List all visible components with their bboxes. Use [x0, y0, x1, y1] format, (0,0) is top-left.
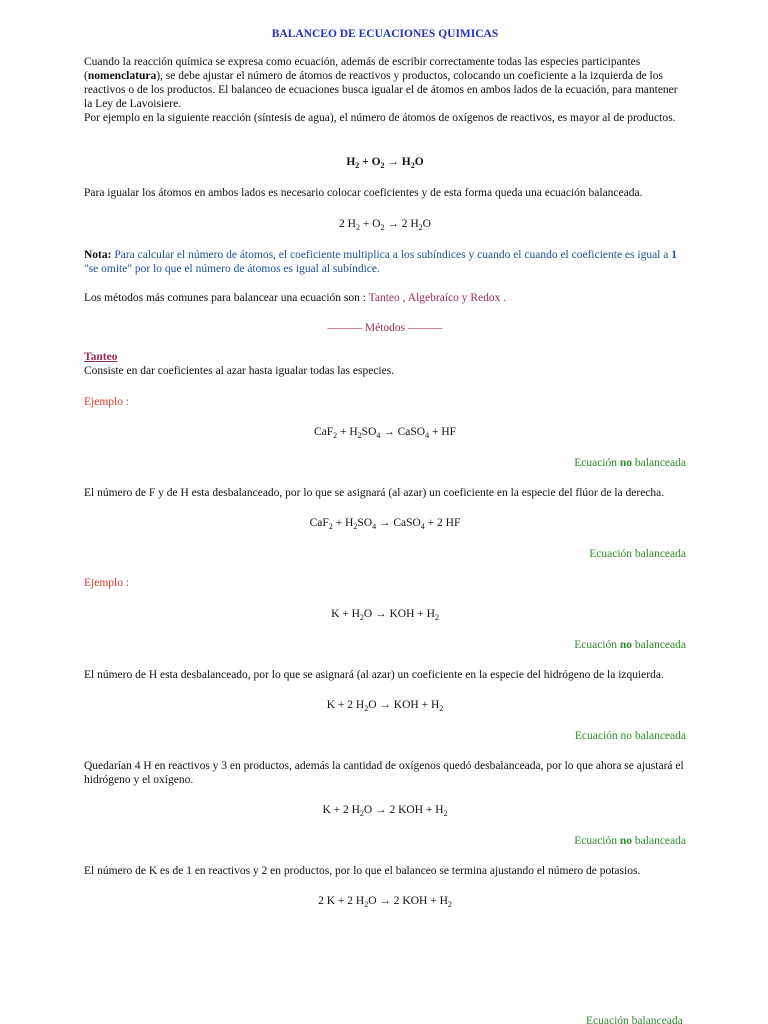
equation-caf2-unbalanced: $CaF_2 + H_2SO_4$ → CaSO$_4$ + HF	[313, 426, 457, 440]
tanteo-description: Consiste en dar coeficientes al azar hasta igualar todas las especies.	[84, 365, 395, 377]
hydrogen-explanation: El número de H esta desbalanceado, por lo que se asignará (al azar) un coeficiente en la especie del hidrógeno de la izquierda.	[84, 669, 664, 681]
link-redox[interactable]: Redox	[470, 292, 501, 304]
link-algebraico[interactable]: Algebraíco	[407, 292, 459, 304]
equation-k-balanced: 2 K + 2 $H_2O \to 2$ KOH + $H_2$	[318, 895, 452, 909]
intro-paragraph: Cuando la reacción química se expresa como ecuación, además de escribir correctamente todas las especies participantes (nomenclatura), se debe ajustar el número de átomos de reactivos y productos, colocando un coeficiente a la izquierda de los reactivos o de los productos. El balanceo de ecuaciones busca igualar el de átomos en ambos lados de la ecuación, para mantener la Ley de Lavoisiere.	[84, 56, 678, 110]
example-label-2: Ejemplo :	[84, 577, 130, 589]
status-not-balanced-1: Ecuación no balanceada	[574, 457, 686, 469]
status-not-balanced-2: Ecuación no balanceada	[574, 639, 686, 651]
status-balanced-cutoff: Ecuación balanceada	[586, 1015, 683, 1024]
nomenclatura-bold: nomenclatura	[87, 70, 157, 82]
equation-k-step2: K + 2 $H_2O$ → KOH + $H_2$	[326, 699, 444, 713]
example-label-1: Ejemplo :	[84, 396, 130, 408]
status-balanced-1: Ecuación balanceada	[589, 548, 686, 560]
fluor-explanation: El número de F y de H esta desbalanceado, por lo que se asignará (al azar) un coeficiente en la especie del flúor de la derecha.	[84, 487, 665, 499]
equation-k-step3: K + 2 $H_2O \to 2$ KOH + $H_2$	[322, 804, 448, 818]
equation-caf2-balanced: $CaF_2 + H_2SO_4$ → CaSO$_4$ + 2 HF	[309, 517, 461, 531]
equation-k-step1: $K + H_2O$ → KOH + $H_2$	[331, 608, 439, 622]
note-label: Nota:	[84, 249, 112, 261]
potassium-explanation: El número de K es de 1 en reactivos y 2 en productos, por lo que el balanceo se termina ajustando el número de potasios.	[84, 865, 641, 877]
oxygen-explanation: Quedarían 4 H en reactivos y 3 en productos, además la cantidad de oxígenos quedó desbalanceada, por lo que ahora se ajustará el hidrógeno y el oxígeno.	[84, 760, 684, 786]
status-not-balanced-4: Ecuación no balanceada	[574, 835, 686, 847]
methods-paragraph: Los métodos más comunes para balancear una ecuación son : Tanteo , Algebraíco y Redox .	[84, 292, 507, 304]
equation-water-unbalanced: $H_2 + O_2 \to H_2O$	[346, 156, 424, 170]
status-not-balanced-3: Ecuación no balanceada	[574, 730, 686, 742]
balance-explanation: Para igualar los átomos en ambos lados es necesario colocar coeficientes y de esta forma queda una ecuación balanceada.	[84, 187, 643, 199]
document-page	[84, 0, 686, 1024]
page-title: BALANCEO DE ECUACIONES QUIMICAS	[271, 28, 499, 40]
tanteo-heading: Tanteo	[84, 351, 118, 363]
link-tanteo[interactable]: Tanteo	[368, 292, 400, 304]
note-paragraph: Nota: Para calcular el número de átomos, el coeficiente multiplica a los subíndices y cuando el cuando el coeficiente es igual a 1 "se omite" por lo que el número de átomos es igual al subíndice.	[84, 249, 677, 275]
example-intro-paragraph: Por ejemplo en la siguiente reacción (síntesis de agua), el número de átomos de oxígenos de reactivos, es mayor al de productos.	[84, 112, 676, 124]
equation-water-balanced: 2 $H_2 + O_2 \to 2$ $H_2O$	[339, 218, 431, 232]
methods-header: ——— Métodos ———	[327, 322, 443, 334]
